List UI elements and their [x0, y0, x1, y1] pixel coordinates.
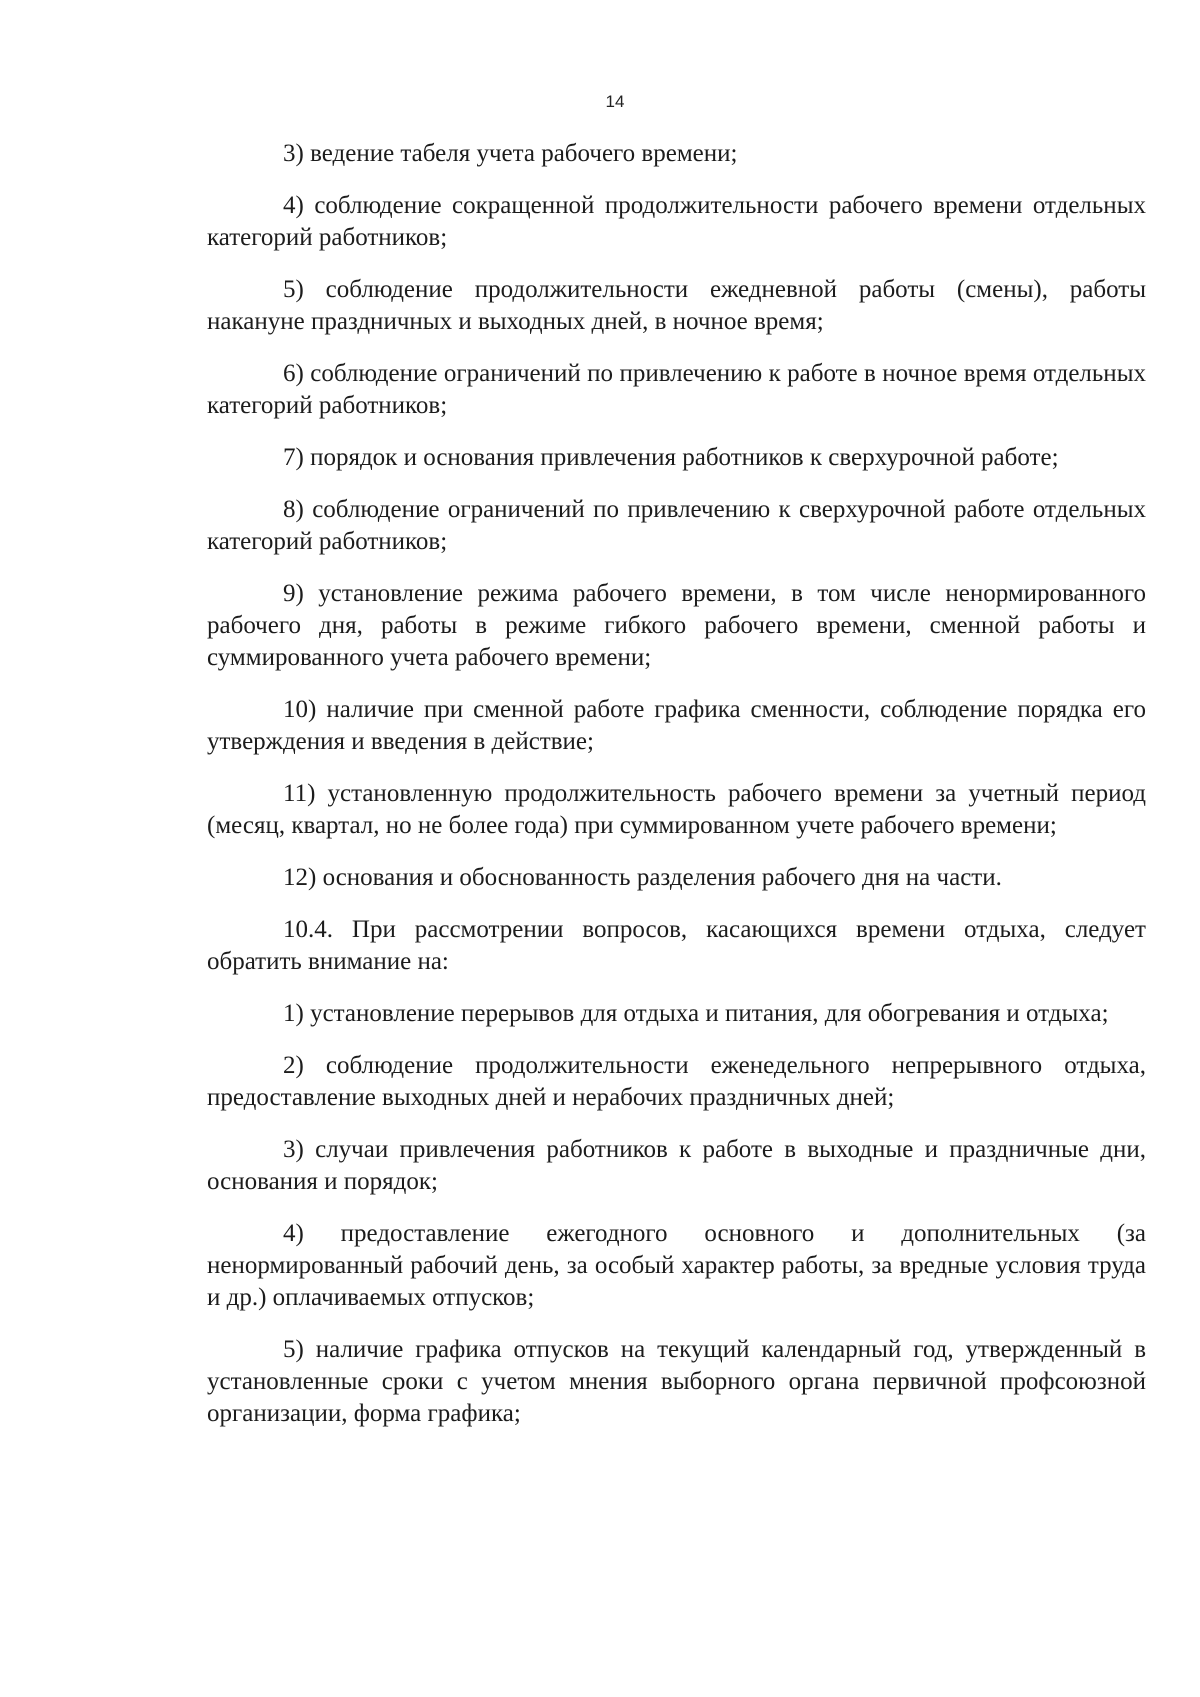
page-number: 14: [605, 92, 625, 111]
paragraph-item-4-reduced-hours: 4) соблюдение сокращенной продолжительности рабочего времени отдельных категорий работников;: [207, 192, 1146, 251]
paragraph-item-8-overtime-limits: 8) соблюдение ограничений по привлечению к сверхурочной работе отдельных категорий работников;: [207, 496, 1146, 555]
paragraph-item-9-work-regime: 9) установление режима рабочего времени, в том числе ненормированного рабочего дня, работы в режиме гибкого рабочего времени, сменной работы и суммированного учета рабочего времени;: [207, 580, 1146, 671]
paragraph-item-12-split-day: 12) основания и обоснованность разделения рабочего дня на части.: [283, 864, 1002, 891]
paragraph-item-6-night-work: 6) соблюдение ограничений по привлечению к работе в ночное время отдельных категорий работников;: [207, 360, 1146, 419]
paragraph-item-10-shift-schedule: 10) наличие при сменной работе графика сменности, соблюдение порядка его утверждения и введения в действие;: [207, 696, 1146, 755]
paragraph-item-5-daily-duration: 5) соблюдение продолжительности ежедневной работы (смены), работы накануне праздничных и выходных дней, в ночное время;: [207, 276, 1146, 335]
paragraph-rest-2-weekly-rest: 2) соблюдение продолжительности еженедельного непрерывного отдыха, предоставление выходных дней и нерабочих праздничных дней;: [207, 1052, 1146, 1111]
paragraph-item-11-accounting-period: 11) установленную продолжительность рабочего времени за учетный период (месяц, квартал, но не более года) при суммированном учете рабочего времени;: [207, 780, 1146, 839]
section-10-4-intro: 10.4. При рассмотрении вопросов, касающихся времени отдыха, следует обратить внимание на:: [207, 916, 1146, 975]
document-body: [207, 138, 1146, 1450]
paragraph-rest-1-breaks: 1) установление перерывов для отдыха и питания, для обогревания и отдыха;: [283, 1000, 1109, 1027]
paragraph-item-7-overtime-order: 7) порядок и основания привлечения работников к сверхурочной работе;: [283, 444, 1059, 471]
paragraph-item-3-timesheet: 3) ведение табеля учета рабочего времени;: [283, 140, 738, 167]
paragraph-rest-3-holiday-work: 3) случаи привлечения работников к работе в выходные и праздничные дни, основания и порядок;: [207, 1136, 1146, 1195]
paragraph-rest-5-leave-schedule: 5) наличие графика отпусков на текущий календарный год, утвержденный в установленные сроки с учетом мнения выборного органа первичной профсоюзной организации, форма графика;: [207, 1336, 1146, 1427]
paragraph-rest-4-paid-leave: 4) предоставление ежегодного основного и дополнительных (за ненормированный рабочий день, за особый характер работы, за вредные условия труда и др.) оплачиваемых отпусков;: [207, 1220, 1146, 1311]
